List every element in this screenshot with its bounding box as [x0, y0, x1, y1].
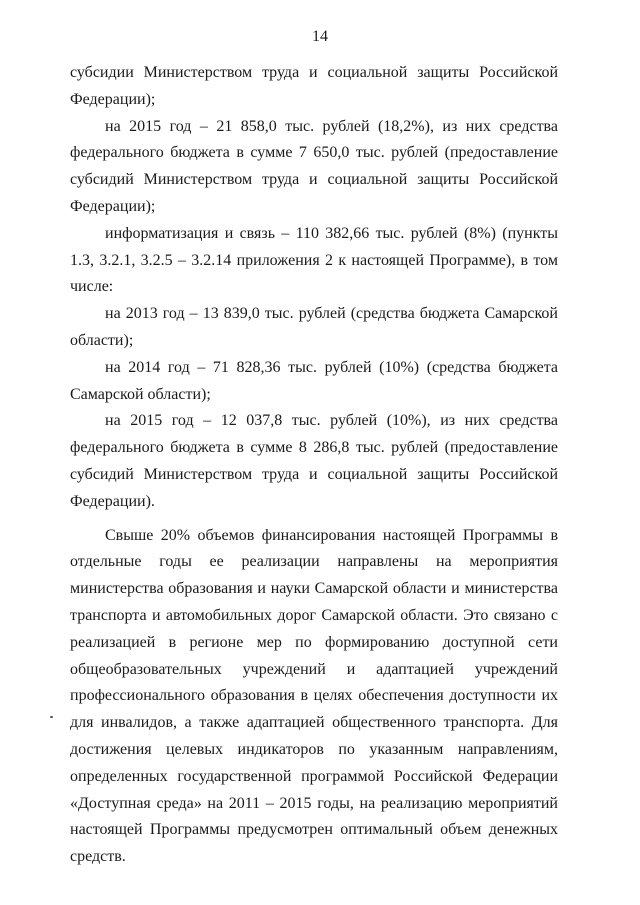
page-number: 14 [312, 28, 328, 45]
paragraph-2013: на 2013 год – 13 839,0 тыс. рублей (средства бюджета Самарской области); [70, 305, 558, 349]
document-body [70, 60, 558, 871]
paragraph-2015-informatization: на 2015 год – 12 037,8 тыс. рублей (10%), из них средства федерального бюджета в сумме 8 286,8 тыс. рублей (предоставление субсидий Министерством труда и социальной защиты Российской Федерации). [70, 412, 558, 510]
paragraph-2014: на 2014 год – 71 828,36 тыс. рублей (10%) (средства бюджета Самарской области); [70, 358, 558, 403]
paragraph-2015-social: на 2015 год – 21 858,0 тыс. рублей (18,2%), из них средства федерального бюджета в сумме 7 650,0 тыс. рублей (предоставление субсидий Министерством труда и социальной защиты Российской Федерации); [70, 117, 558, 215]
scan-speck [50, 716, 53, 718]
paragraph-informatization: информатизация и связь – 110 382,66 тыс. рублей (8%) (пункты 1.3, 3.2.1, 3.2.5 – 3.2.14 приложения 2 к настоящей Программе), в том числе: [70, 224, 558, 296]
paragraph-subsidy-end: субсидии Министерством труда и социальной защиты Российской Федерации); [70, 64, 558, 108]
paragraph-financing-summary: Свыше 20% объемов финансирования настоящей Программы в отдельные годы ее реализации направлены на мероприятия министерства образования и науки Самарской области и министерства транспорта и автомобильных дорог Самарской области. Это связано с реализацией в регионе мер по формированию доступной сети общеобразовательных учреждений и адаптацией учреждений профессионального образования в целях обеспечения доступности их для инвалидов, а также адаптацией общественного транспорта. Для достижения целевых индикаторов по указанным направлениям, определенных государственной программой Российской Федерации «Доступная среда» на 2011 – 2015 годы, на реализацию мероприятий настоящей Программы предусмотрен оптимальный объем денежных средств. [70, 526, 558, 866]
